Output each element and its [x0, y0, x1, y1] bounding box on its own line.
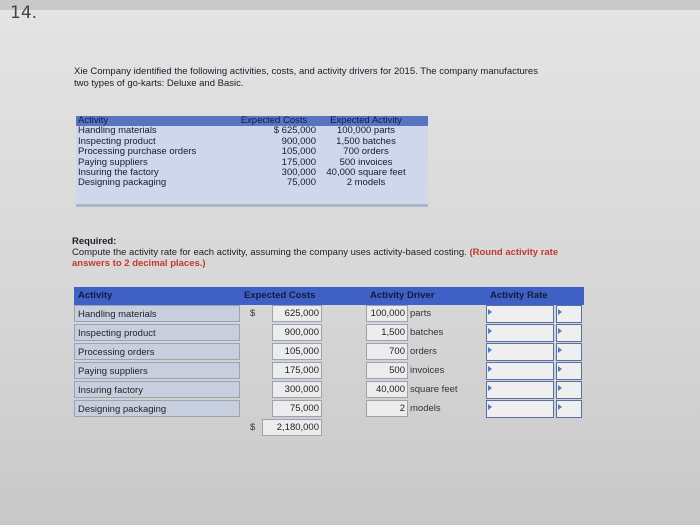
total-cost-cell: 2,180,000	[262, 419, 322, 436]
input-marker-icon	[558, 309, 562, 315]
cost-cell: 75,000	[272, 400, 322, 417]
given-cost-cell: $ 625,000	[273, 125, 316, 137]
given-driver-cell: 100,000 parts	[336, 125, 396, 137]
question-number: 14.	[10, 3, 38, 23]
activity-rate-unit-input[interactable]	[556, 400, 582, 418]
given-driver-cell: 40,000 square feet	[326, 166, 406, 178]
driver-unit-cell: square feet	[410, 384, 458, 395]
activity-rate-unit-input[interactable]	[556, 381, 582, 399]
activity-rate-input[interactable]	[486, 343, 554, 361]
given-activity-cell: Inspecting product	[78, 135, 156, 147]
driver-unit-cell: invoices	[410, 365, 445, 376]
driver-unit-cell: orders	[410, 346, 437, 357]
cost-cell: 625,000	[272, 305, 322, 322]
driver-quantity-cell: 700	[366, 343, 408, 360]
activity-rate-input[interactable]	[486, 381, 554, 399]
given-activity-cell: Paying suppliers	[78, 156, 148, 168]
activity-rate-unit-input[interactable]	[556, 324, 582, 342]
activity-rate-input[interactable]	[486, 324, 554, 342]
answer-rows	[74, 305, 584, 419]
total-dollar-sign: $	[250, 422, 256, 433]
given-driver-cell: 1,500 batches	[336, 135, 396, 147]
activity-rate-unit-input[interactable]	[556, 305, 582, 323]
answer-header-activity: Activity	[78, 290, 113, 301]
given-cost-cell: 175,000	[281, 156, 316, 168]
activity-rate-input[interactable]	[486, 362, 554, 380]
given-cost-cell: 900,000	[281, 135, 316, 147]
rounding-note: (Round activity rate answers to 2 decimal places.)	[72, 247, 559, 269]
given-cost-cell: 300,000	[281, 166, 316, 178]
driver-unit-cell: models	[410, 403, 441, 414]
driver-unit-cell: batches	[410, 327, 444, 338]
input-marker-icon	[558, 385, 562, 391]
driver-quantity-cell: 1,500	[366, 324, 408, 341]
input-marker-icon	[488, 404, 492, 410]
input-marker-icon	[488, 366, 492, 372]
table-row	[74, 305, 584, 324]
cost-cell: 105,000	[272, 343, 322, 360]
table-row	[74, 400, 584, 419]
given-activity-cell: Handling materials	[78, 125, 157, 137]
answer-header-driver: Activity Driver	[370, 290, 435, 301]
activity-cell: Inspecting product	[74, 324, 240, 341]
problem-intro: Xie Company identified the following activities, costs, and activity drivers for 2015. The company manufactures two types of go-karts: Deluxe and Basic.	[74, 66, 538, 89]
table-row	[74, 362, 584, 381]
cost-cell: 175,000	[272, 362, 322, 379]
given-data-table	[76, 116, 428, 207]
driver-unit-cell: parts	[410, 308, 432, 319]
input-marker-icon	[558, 347, 562, 353]
activity-rate-unit-input[interactable]	[556, 343, 582, 361]
driver-quantity-cell: 2	[366, 400, 408, 417]
given-activity-cell: Insuring the factory	[78, 166, 159, 178]
given-driver-cell: 500 invoices	[339, 156, 393, 168]
input-marker-icon	[558, 366, 562, 372]
given-header-driver: Expected Activity	[330, 115, 402, 126]
table-row	[74, 324, 584, 343]
required-instructions	[72, 236, 592, 269]
given-activity-cell: Designing packaging	[78, 177, 167, 189]
activity-cell: Insuring factory	[74, 381, 240, 398]
activity-cell: Designing packaging	[74, 400, 240, 417]
answer-table	[74, 287, 584, 443]
given-activity-cell: Processing purchase orders	[78, 146, 197, 158]
table-row	[74, 343, 584, 362]
driver-quantity-cell: 500	[366, 362, 408, 379]
cost-cell: 300,000	[272, 381, 322, 398]
driver-quantity-cell: 40,000	[366, 381, 408, 398]
given-header-activity: Activity	[78, 115, 109, 126]
dollar-sign: $	[250, 308, 256, 319]
given-cost-cell: 105,000	[281, 146, 316, 158]
given-activity-column	[78, 116, 238, 189]
given-driver-column	[316, 116, 416, 189]
answer-header-cost: Expected Costs	[244, 290, 316, 301]
input-marker-icon	[488, 328, 492, 334]
given-cost-cell: 75,000	[286, 177, 316, 189]
input-marker-icon	[558, 404, 562, 410]
required-text: Compute the activity rate for each activity, assuming the company uses activity-based costing.	[72, 247, 467, 258]
given-header-cost: Expected Costs	[240, 115, 308, 126]
driver-quantity-cell: 100,000	[366, 305, 408, 322]
input-marker-icon	[488, 347, 492, 353]
activity-rate-input[interactable]	[486, 400, 554, 418]
given-driver-cell: 700 orders	[343, 146, 389, 158]
given-cost-column	[232, 116, 316, 189]
activity-cell: Processing orders	[74, 343, 240, 360]
cost-cell: 900,000	[272, 324, 322, 341]
input-marker-icon	[488, 385, 492, 391]
given-driver-cell: 2 models	[346, 177, 386, 189]
activity-rate-input[interactable]	[486, 305, 554, 323]
activity-cell: Paying suppliers	[74, 362, 240, 379]
input-marker-icon	[488, 309, 492, 315]
table-row	[74, 381, 584, 400]
activity-cell: Handling materials	[74, 305, 240, 322]
required-label: Required:	[72, 236, 117, 247]
input-marker-icon	[558, 328, 562, 334]
top-strip	[0, 0, 700, 10]
activity-rate-unit-input[interactable]	[556, 362, 582, 380]
answer-header-rate: Activity Rate	[490, 290, 548, 301]
